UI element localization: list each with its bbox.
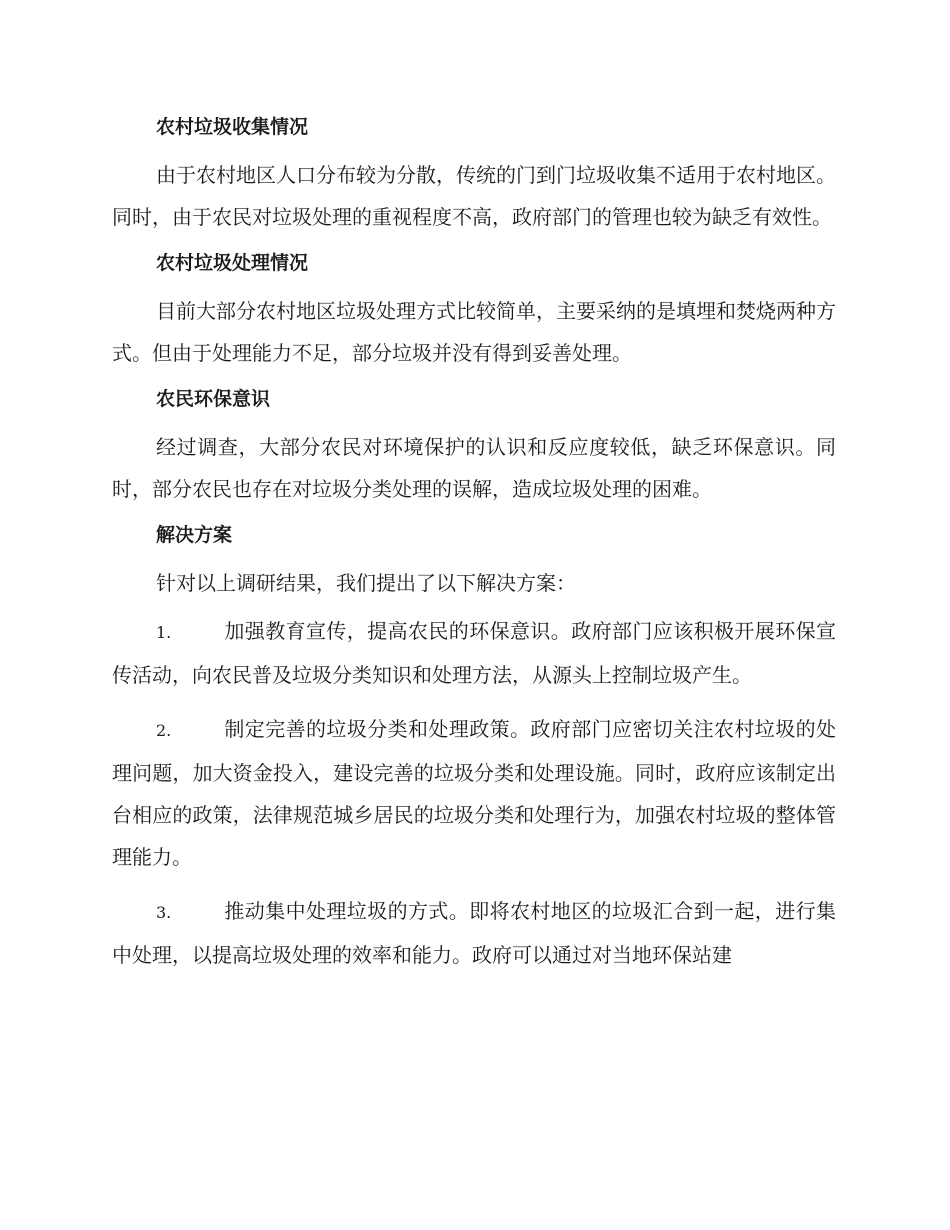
section-paragraph: 目前大部分农村地区垃圾处理方式比较简单，主要采纳的是填埋和焚烧两种方式。但由于处理能力不足，部分垃圾并没有得到妥善处理。	[112, 299, 836, 365]
list-item-text: 加强教育宣传，提高农民的环保意识。政府部门应该积极开展环保宣传活动，向农民普及垃圾分类知识和处理方法，从源头上控制垃圾产生。	[112, 619, 836, 687]
list-item	[112, 708, 836, 878]
section-heading: 解决方案	[156, 524, 233, 546]
section-paragraph: 经过调查，大部分农民对环境保护的认识和反应度较低，缺乏环保意识。同时，部分农民也存在对垃圾分类处理的误解，造成垃圾处理的困难。	[112, 435, 836, 501]
section-heading: 农民环保意识	[156, 388, 271, 410]
list-item	[112, 890, 836, 976]
list-item-text: 推动集中处理垃圾的方式。即将农村地区的垃圾汇合到一起，进行集中处理，以提高垃圾处理的效率和能力。政府可以通过对当地环保站建	[112, 899, 836, 967]
list-item	[112, 610, 836, 696]
list-item-number: 1.	[156, 623, 172, 642]
list-item-number: 2.	[156, 721, 172, 740]
section-paragraph: 由于农村地区人口分布较为分散，传统的门到门垃圾收集不适用于农村地区。同时，由于农民对垃圾处理的重视程度不高，政府部门的管理也较为缺乏有效性。	[112, 163, 836, 229]
section-heading: 农村垃圾收集情况	[156, 116, 309, 138]
list-item-text: 制定完善的垃圾分类和处理政策。政府部门应密切关注农村垃圾的处理问题，加大资金投入，建设完善的垃圾分类和处理设施。同时，政府应该制定出台相应的政策，法律规范城乡居民的垃圾分类和处理行为，加强农村垃圾的整体管理能力。	[112, 717, 836, 869]
list-item-number: 3.	[156, 903, 172, 922]
section-heading: 农村垃圾处理情况	[156, 252, 309, 274]
section-paragraph: 针对以上调研结果，我们提出了以下解决方案：	[156, 571, 576, 595]
document-page	[112, 108, 836, 988]
